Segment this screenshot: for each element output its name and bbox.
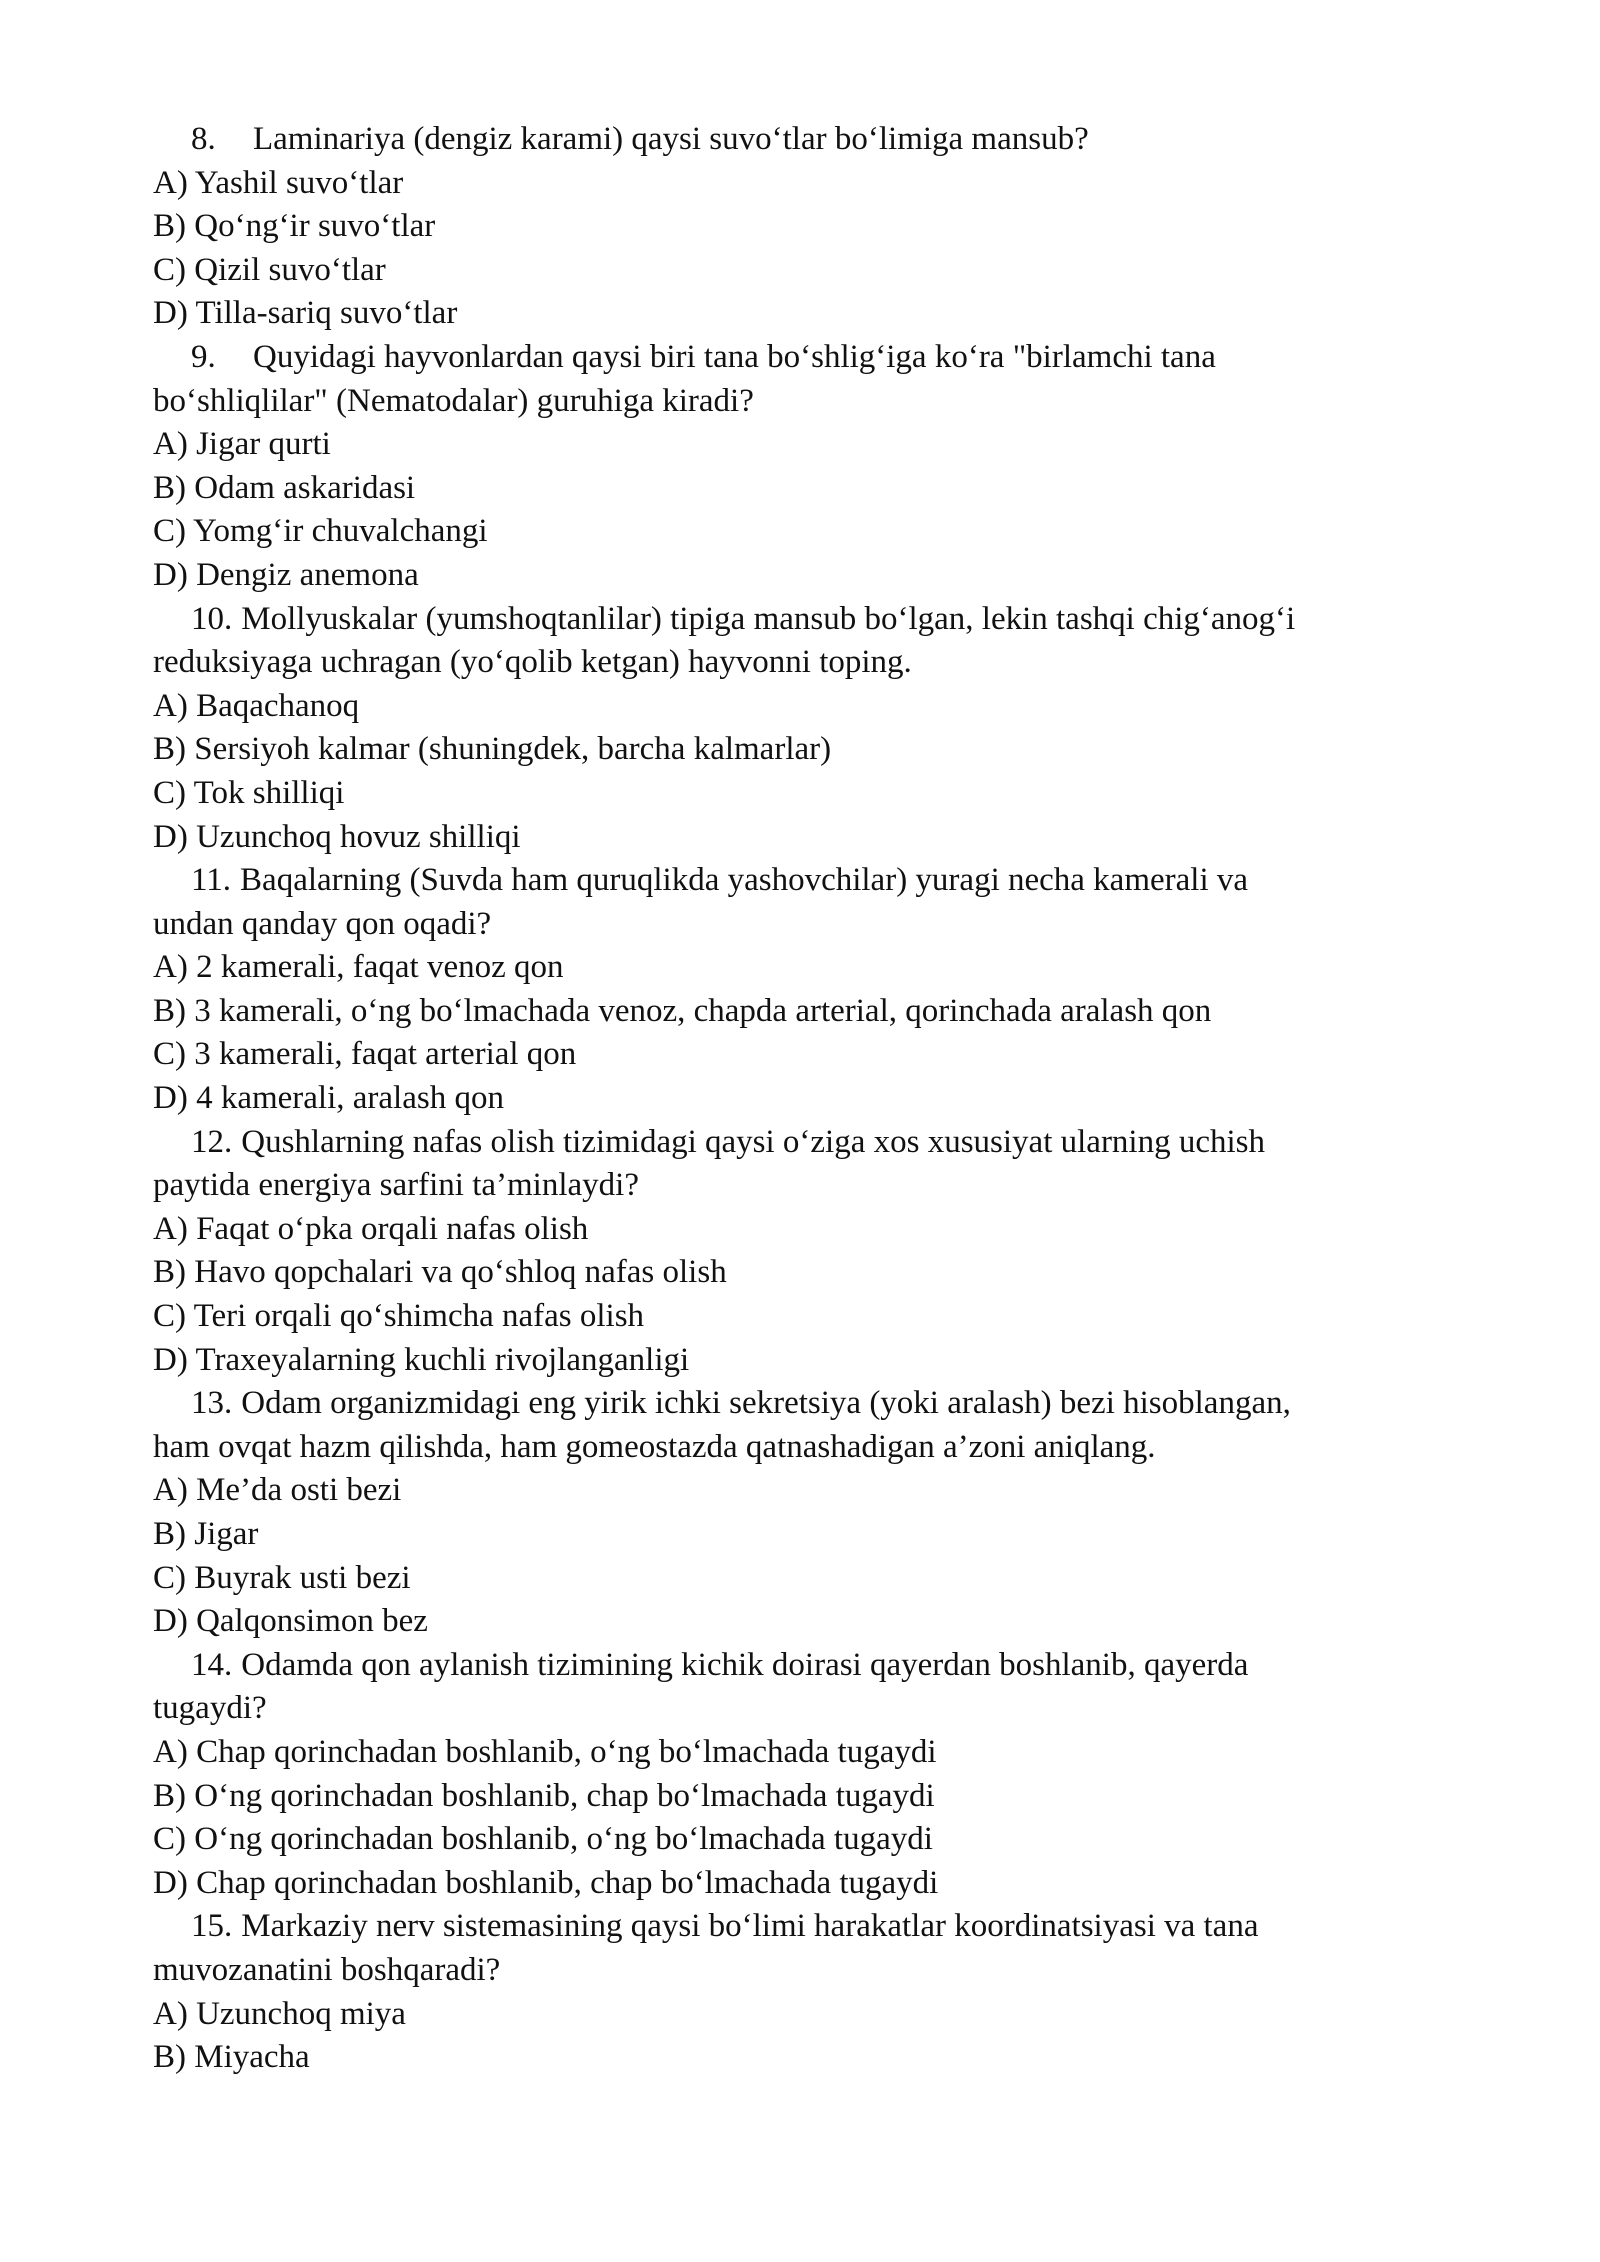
option-b: B) Odam askaridasi: [153, 469, 416, 506]
question-10: [153, 598, 1473, 860]
option-a: A) Uzunchoq miya: [153, 1995, 406, 2032]
option-a: A) Yashil suvo‘tlar: [153, 164, 404, 201]
question-text-continued: paytida energiya sarfini ta’minlaydi?: [153, 1167, 639, 1204]
option-b: B) Sersiyoh kalmar (shuningdek, barcha kalmarlar): [153, 731, 832, 768]
question-first-line: [153, 1644, 1473, 1688]
question-12: [153, 1121, 1473, 1383]
option-d: D) Traxeyalarning kuchli rivojlanganligi: [153, 1341, 690, 1378]
option-b: B) Miyacha: [153, 2039, 310, 2076]
question-number: 13.: [191, 1385, 233, 1422]
question-9: [153, 336, 1473, 598]
option-c: C) Teri orqali qo‘shimcha nafas olish: [153, 1298, 645, 1335]
question-number: 14.: [191, 1646, 233, 1683]
question-first-line: [153, 1905, 1473, 1949]
question-11: [153, 859, 1473, 1121]
option-c: C) Yomg‘ir chuvalchangi: [153, 513, 488, 550]
question-text: Mollyuskalar (yumshoqtanlilar) tipiga mansub bo‘lgan, lekin tashqi chig‘anog‘i: [241, 600, 1296, 637]
option-a: A) Baqachanoq: [153, 687, 360, 724]
option-b: B) Havo qopchalari va qo‘shloq nafas olish: [153, 1254, 727, 1291]
question-text-continued: ham ovqat hazm qilishda, ham gomeostazda qatnashadigan a’zoni aniqlang.: [153, 1428, 1156, 1465]
question-list: [153, 118, 1473, 2080]
question-8: [153, 118, 1473, 336]
option-d: D) Tilla-sariq suvo‘tlar: [153, 295, 458, 332]
option-b: B) 3 kamerali, o‘ng bo‘lmachada venoz, chapda arterial, qorinchada aralash qon: [153, 992, 1212, 1029]
question-number: 11.: [191, 862, 232, 899]
question-text: Qushlarning nafas olish tizimidagi qaysi o‘ziga xos xususiyat ularning uchish: [241, 1123, 1266, 1160]
question-number: 8.: [191, 121, 216, 157]
option-d: D) Dengiz anemona: [153, 556, 419, 593]
option-d: D) Qalqonsimon bez: [153, 1603, 428, 1640]
option-a: A) Chap qorinchadan boshlanib, o‘ng bo‘lmachada tugaydi: [153, 1733, 937, 1770]
option-a: A) Jigar qurti: [153, 426, 331, 463]
option-b: B) Qo‘ng‘ir suvo‘tlar: [153, 208, 436, 245]
question-text: Baqalarning (Suvda ham quruqlikda yashovchilar) yuragi necha kamerali va: [240, 862, 1249, 899]
option-b: B) O‘ng qorinchadan boshlanib, chap bo‘lmachada tugaydi: [153, 1777, 935, 1814]
question-first-line: [153, 336, 1473, 380]
option-c: C) 3 kamerali, faqat arterial qon: [153, 1036, 577, 1073]
question-text: Odamda qon aylanish tizimining kichik doirasi qayerdan boshlanib, qayerda: [241, 1646, 1249, 1683]
question-number: 9.: [191, 338, 216, 375]
question-first-line: [153, 598, 1473, 642]
question-text-continued: tugaydi?: [153, 1690, 267, 1727]
option-d: D) Chap qorinchadan boshlanib, chap bo‘lmachada tugaydi: [153, 1864, 939, 1901]
question-text: Quyidagi hayvonlardan qaysi biri tana bo‘shlig‘iga ko‘ra "birlamchi tana: [253, 338, 1216, 375]
question-number: 10.: [191, 600, 233, 637]
question-first-line: [153, 859, 1473, 903]
question-text: Odam organizmidagi eng yirik ichki sekretsiya (yoki aralash) bezi hisoblangan,: [241, 1385, 1291, 1422]
option-a: A) Me’da osti bezi: [153, 1472, 402, 1509]
question-15: [153, 1905, 1473, 2079]
question-13: [153, 1382, 1473, 1644]
question-first-line: [153, 1121, 1473, 1165]
question-text-continued: muvozanatini boshqaradi?: [153, 1951, 501, 1988]
option-b: B) Jigar: [153, 1516, 259, 1552]
question-text: Markaziy nerv sistemasining qaysi bo‘limi harakatlar koordinatsiyasi va tana: [241, 1908, 1259, 1945]
question-first-line: [153, 118, 1473, 162]
question-14: [153, 1644, 1473, 1906]
question-first-line: [153, 1382, 1473, 1426]
question-text-continued: reduksiyaga uchragan (yo‘qolib ketgan) hayvonni toping.: [153, 644, 912, 681]
option-a: A) Faqat o‘pka orqali nafas olish: [153, 1210, 589, 1247]
option-a: A) 2 kamerali, faqat venoz qon: [153, 949, 564, 986]
question-text: Laminariya (dengiz karami) qaysi suvo‘tlar bo‘limiga mansub?: [253, 121, 1089, 157]
question-number: 12.: [191, 1123, 233, 1160]
question-number: 15.: [191, 1908, 233, 1945]
option-c: C) Qizil suvo‘tlar: [153, 251, 386, 288]
option-c: C) O‘ng qorinchadan boshlanib, o‘ng bo‘lmachada tugaydi: [153, 1821, 933, 1858]
option-c: C) Buyrak usti bezi: [153, 1559, 411, 1596]
option-c: C) Tok shilliqi: [153, 774, 345, 811]
option-d: D) 4 kamerali, aralash qon: [153, 1080, 504, 1117]
option-d: D) Uzunchoq hovuz shilliqi: [153, 818, 521, 855]
question-text-continued: bo‘shliqlilar" (Nematodalar) guruhiga kiradi?: [153, 382, 754, 419]
question-text-continued: undan qanday qon oqadi?: [153, 905, 492, 942]
